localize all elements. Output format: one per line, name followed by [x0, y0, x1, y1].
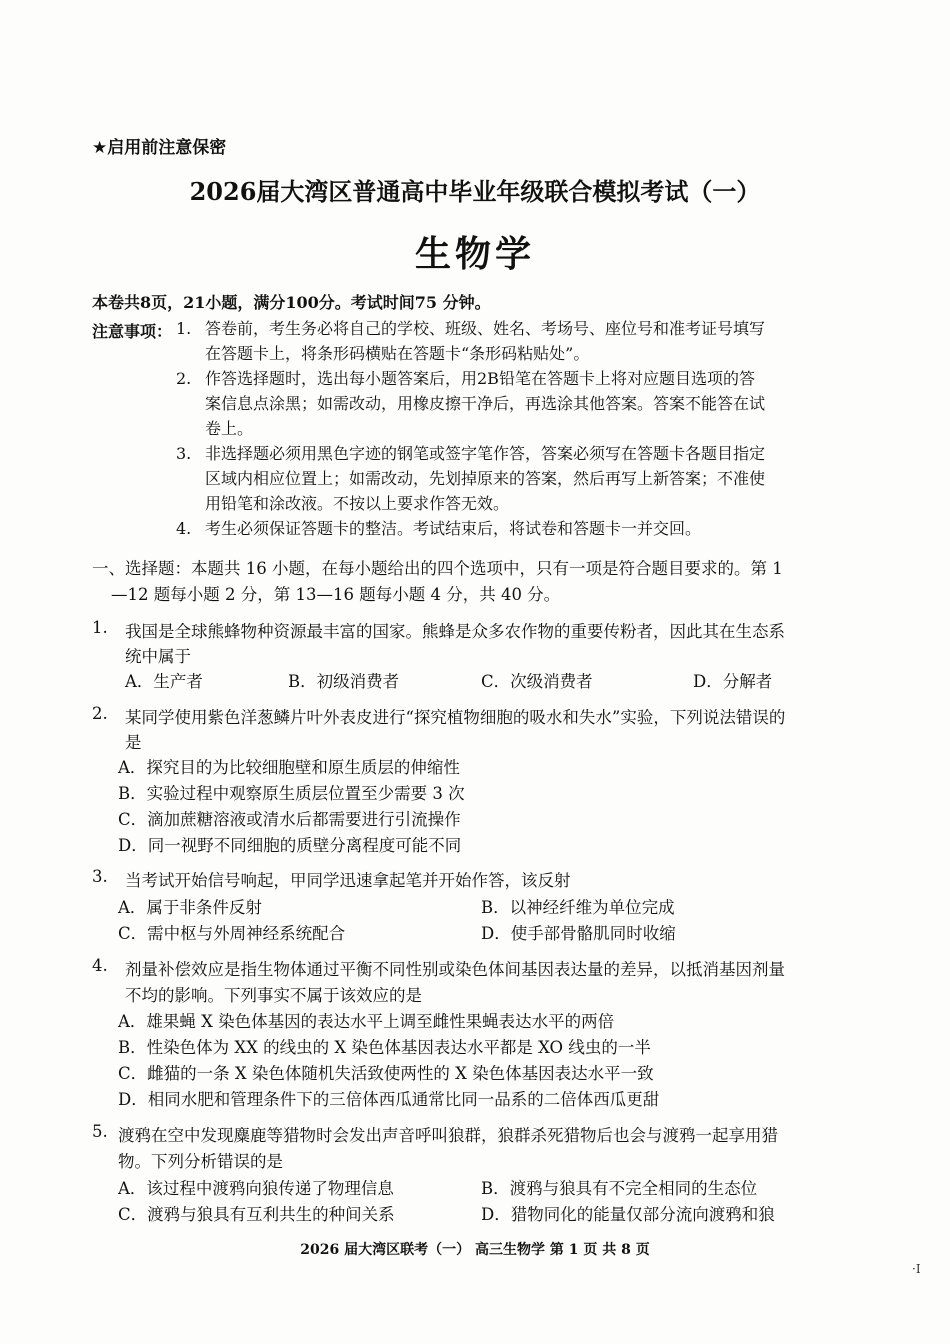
question-5-option-b: B．渡鸦与狼具有不完全相同的生态位: [481, 1179, 758, 1198]
question-1-number: 1.: [92, 618, 108, 637]
exam-info: 本卷共8页，21小题，满分100分。考试时间75 分钟。: [92, 293, 491, 312]
question-4-option-a: A．雄果蝇 X 染色体基因的表达水平上调至雌性果蝇表达水平的两倍: [118, 1012, 615, 1031]
question-2-stem-line-2: 是: [125, 733, 142, 752]
notice-2-line-2: 案信息点涂黑；如需改动，用橡皮擦干净后，再选涂其他答案。答案不能答在试: [205, 394, 766, 413]
question-1-stem-line-2: 统中属于: [125, 647, 191, 666]
notice-3-line-3: 用铅笔和涂改液。不按以上要求作答无效。: [205, 494, 510, 513]
question-1-option-a: A．生产者: [125, 672, 203, 691]
question-4-stem-line-2: 不均的影响。下列事实不属于该效应的是: [125, 986, 422, 1005]
question-3-option-c: C．需中枢与外周神经系统配合: [118, 924, 346, 943]
notice-3-line-1: 非选择题必须用黑色字迹的钢笔或签字笔作答，答案必须写在答题卡各题目指定: [205, 444, 766, 463]
notice-label: 注意事项：: [92, 322, 173, 341]
question-5-stem-line-1: 渡鸦在空中发现麋鹿等猎物时会发出声音呼叫狼群，狼群杀死猎物后也会与渡鸦一起享用猎: [118, 1126, 778, 1145]
question-2-option-d: D．同一视野不同细胞的质壁分离程度可能不同: [118, 836, 462, 855]
scan-corner-mark: ·I: [912, 1262, 921, 1276]
subject-title: 生物学: [414, 233, 535, 275]
question-2-number: 2.: [92, 704, 108, 723]
question-5-option-c: C．渡鸦与狼具有互利共生的种间关系: [118, 1205, 395, 1224]
notice-3-number: 3.: [176, 444, 192, 463]
question-3-number: 3.: [92, 867, 108, 886]
exam-title: 2026届大湾区普通高中毕业年级联合模拟考试（一）: [189, 177, 761, 206]
confidential-notice: ★启用前注意保密: [92, 138, 227, 158]
notice-2-line-1: 作答选择题时，选出每小题答案后，用2B铅笔在答题卡上将对应题目选项的答: [205, 369, 755, 388]
question-3-stem-line-1: 当考试开始信号响起，甲同学迅速拿起笔并开始作答，该反射: [125, 871, 571, 890]
notice-2-line-3: 卷上。: [205, 419, 254, 438]
notice-1-number: 1.: [176, 319, 192, 338]
question-1-option-d: D．分解者: [693, 672, 773, 691]
question-3-option-a: A．属于非条件反射: [118, 898, 262, 917]
question-4-option-c: C．雌猫的一条 X 染色体随机失活致使两性的 X 染色体基因表达水平一致: [118, 1064, 654, 1083]
question-2-stem-line-1: 某同学使用紫色洋葱鳞片叶外表皮进行“探究植物细胞的吸水和失水”实验，下列说法错误的: [125, 708, 786, 727]
page-footer: 2026 届大湾区联考（一） 高三生物学 第 1 页 共 8 页: [300, 1242, 650, 1258]
notice-1-line-2: 在答题卡上，将条形码横贴在答题卡“条形码粘贴处”。: [205, 344, 590, 363]
notice-3-line-2: 区域内相应位置上；如需改动，先划掉原来的答案，然后再写上新答案；不准使: [205, 469, 766, 488]
question-4-option-b: B．性染色体为 XX 的线虫的 X 染色体基因表达水平都是 XO 线虫的一半: [118, 1038, 651, 1057]
question-5-stem-line-2: 物。下列分析错误的是: [118, 1152, 283, 1171]
question-1-stem-line-1: 我国是全球熊蜂物种资源最丰富的国家。熊蜂是众多农作物的重要传粉者，因此其在生态系: [125, 622, 785, 641]
question-1-option-b: B．初级消费者: [288, 672, 400, 691]
question-2-option-b: B．实验过程中观察原生质层位置至少需要 3 次: [118, 784, 465, 803]
question-4-option-d: D．相同水肥和管理条件下的三倍体西瓜通常比同一品系的二倍体西瓜更甜: [118, 1090, 660, 1109]
section-1-heading-line-1: 一、选择题：本题共 16 小题，在每小题给出的四个选项中，只有一项是符合题目要求的。第 1: [92, 559, 783, 578]
question-3-option-b: B．以神经纤维为单位完成: [481, 898, 675, 917]
section-1-heading-line-2: —12 题每小题 2 分，第 13—16 题每小题 4 分，共 40 分。: [111, 585, 561, 604]
notice-4-number: 4.: [176, 519, 192, 538]
question-4-number: 4.: [92, 956, 108, 975]
question-5-number: 5.: [92, 1122, 108, 1141]
question-2-option-c: C．滴加蔗糖溶液或清水后都需要进行引流操作: [118, 810, 461, 829]
question-2-option-a: A．探究目的为比较细胞壁和原生质层的伸缩性: [118, 758, 460, 777]
notice-1-line-1: 答卷前，考生务必将自己的学校、班级、姓名、考场号、座位号和准考证号填写: [205, 319, 766, 338]
question-3-option-d: D．使手部骨骼肌同时收缩: [481, 924, 676, 943]
notice-4-line-1: 考生必须保证答题卡的整洁。考试结束后，将试卷和答题卡一并交回。: [205, 519, 702, 538]
question-5-option-d: D．猎物同化的能量仅部分流向渡鸦和狼: [481, 1205, 775, 1224]
question-4-stem-line-1: 剂量补偿效应是指生物体通过平衡不同性别或染色体间基因表达量的差异，以抵消基因剂量: [125, 960, 785, 979]
question-5-option-a: A．该过程中渡鸦向狼传递了物理信息: [118, 1179, 394, 1198]
notice-2-number: 2.: [176, 369, 192, 388]
question-1-option-c: C．次级消费者: [481, 672, 593, 691]
